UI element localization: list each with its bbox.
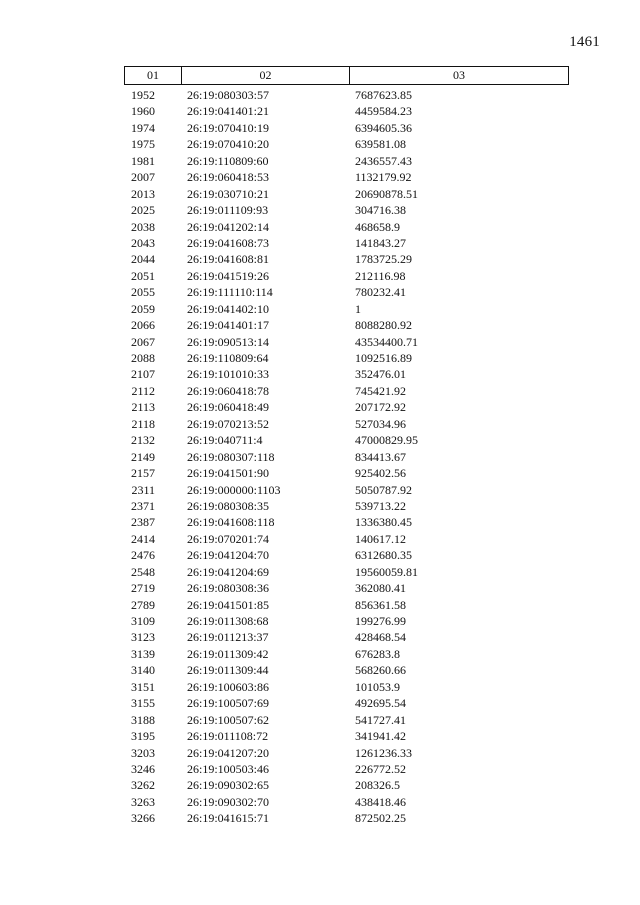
table-cell-02: 26:19:101010:33 bbox=[187, 367, 270, 382]
table-cell-01: 2476 bbox=[131, 548, 155, 563]
table-cell-01: 2157 bbox=[131, 466, 155, 481]
table-cell-01: 2149 bbox=[131, 449, 155, 464]
table-cell-03: 568260.66 bbox=[355, 663, 406, 678]
table-cell-01: 3266 bbox=[131, 811, 155, 826]
table-cell-02: 26:19:011108:72 bbox=[187, 729, 269, 744]
table-cell-03: 362080.41 bbox=[355, 581, 406, 596]
table-cell-01: 2311 bbox=[131, 482, 155, 497]
table-cell-02: 26:19:080308:35 bbox=[187, 498, 270, 513]
table-cell-03: 1092516.89 bbox=[355, 351, 412, 365]
table-row bbox=[124, 679, 569, 695]
table-header bbox=[124, 66, 569, 85]
table-cell-01: 2013 bbox=[131, 186, 155, 201]
table-cell-02: 26:19:080308:36 bbox=[187, 581, 270, 596]
table-cell-03: 541727.41 bbox=[355, 712, 406, 727]
table-cell-01: 1975 bbox=[131, 137, 155, 152]
table-cell-03: 6394605.36 bbox=[355, 120, 412, 135]
table-cell-01: 2088 bbox=[131, 351, 155, 365]
table-cell-02: 26:19:090302:70 bbox=[187, 794, 270, 809]
table-row bbox=[124, 235, 569, 251]
table-row bbox=[124, 564, 569, 580]
table-cell-01: 2789 bbox=[131, 597, 155, 612]
table-row bbox=[124, 613, 569, 629]
table-row bbox=[124, 103, 569, 119]
table-cell-01: 3262 bbox=[131, 778, 155, 793]
table-cell-03: 428468.54 bbox=[355, 630, 406, 645]
table-row bbox=[124, 498, 569, 514]
table-cell-01: 2025 bbox=[131, 203, 155, 218]
table-row bbox=[124, 284, 569, 300]
table-cell-02: 26:19:041204:70 bbox=[187, 548, 270, 563]
table-row bbox=[124, 629, 569, 645]
table-cell-01: 3195 bbox=[131, 729, 155, 744]
table-row bbox=[124, 482, 569, 498]
table-cell-03: 5050787.92 bbox=[355, 482, 412, 497]
table-cell-01: 1974 bbox=[131, 120, 155, 135]
table-cell-03: 468658.9 bbox=[355, 219, 400, 234]
table-cell-03: 304716.38 bbox=[355, 203, 406, 218]
table-row bbox=[124, 120, 569, 136]
table-cell-03: 4459584.23 bbox=[355, 104, 412, 119]
table-cell-02: 26:19:110809:64 bbox=[187, 351, 269, 365]
table-row bbox=[124, 761, 569, 777]
table-cell-03: 6312680.35 bbox=[355, 548, 412, 563]
table-cell-02: 26:19:041204:69 bbox=[187, 564, 270, 579]
table-cell-02: 26:19:070201:74 bbox=[187, 531, 270, 546]
table-cell-01: 2066 bbox=[131, 318, 155, 333]
table-row bbox=[124, 399, 569, 415]
table-row bbox=[124, 301, 569, 317]
table-cell-02: 26:19:111110:114 bbox=[187, 285, 273, 300]
table-row bbox=[124, 728, 569, 744]
table-cell-01: 3246 bbox=[131, 761, 155, 776]
table-cell-02: 26:19:041608:73 bbox=[187, 235, 270, 250]
table-row bbox=[124, 662, 569, 678]
table-cell-01: 2548 bbox=[131, 564, 155, 579]
table-cell-03: 925402.56 bbox=[355, 466, 406, 481]
table-cell-03: 212116.98 bbox=[355, 268, 406, 283]
table-cell-03: 341941.42 bbox=[355, 729, 406, 744]
table-cell-03: 1336380.45 bbox=[355, 515, 412, 530]
table-row bbox=[124, 514, 569, 530]
table-cell-01: 3140 bbox=[131, 663, 155, 678]
table-cell-02: 26:19:100603:86 bbox=[187, 679, 270, 694]
table-row bbox=[124, 810, 569, 826]
table-cell-01: 2043 bbox=[131, 235, 155, 250]
table-row bbox=[124, 580, 569, 596]
table-row bbox=[124, 202, 569, 218]
table-cell-03: 101053.9 bbox=[355, 679, 400, 694]
table-row bbox=[124, 794, 569, 810]
table-cell-01: 1981 bbox=[131, 153, 155, 168]
table-cell-01: 3139 bbox=[131, 646, 155, 661]
table-cell-02: 26:19:100507:62 bbox=[187, 712, 270, 727]
table-row bbox=[124, 432, 569, 448]
table-cell-02: 26:19:041402:10 bbox=[187, 301, 270, 316]
table-row bbox=[124, 597, 569, 613]
table-row bbox=[124, 153, 569, 169]
table-cell-02: 26:19:041501:90 bbox=[187, 466, 270, 481]
table-cell-03: 226772.52 bbox=[355, 761, 406, 776]
table-cell-03: 834413.67 bbox=[355, 449, 406, 464]
table-cell-02: 26:19:011213:37 bbox=[187, 630, 269, 645]
header-cell-03: 03 bbox=[453, 68, 465, 82]
table-cell-01: 3203 bbox=[131, 745, 155, 760]
table-cell-03: 8088280.92 bbox=[355, 318, 412, 333]
table-cell-03: 7687623.85 bbox=[355, 88, 412, 102]
table-cell-01: 3188 bbox=[131, 712, 155, 727]
table-row bbox=[124, 268, 569, 284]
table-cell-02: 26:19:030710:21 bbox=[187, 186, 270, 201]
table-cell-02: 26:19:011308:68 bbox=[187, 614, 269, 628]
table-cell-03: 19560059.81 bbox=[355, 564, 418, 579]
table-cell-01: 2107 bbox=[131, 367, 155, 382]
table-cell-03: 438418.46 bbox=[355, 794, 406, 809]
table-cell-01: 1952 bbox=[131, 88, 155, 102]
table-cell-01: 2044 bbox=[131, 252, 155, 267]
page-number: 1461 bbox=[569, 34, 600, 50]
table-row bbox=[124, 777, 569, 793]
table-row bbox=[124, 350, 569, 366]
table-cell-01: 2059 bbox=[131, 301, 155, 316]
table-cell-03: 527034.96 bbox=[355, 416, 406, 431]
table-cell-03: 872502.25 bbox=[355, 811, 406, 826]
table-cell-01: 3155 bbox=[131, 696, 155, 711]
table-cell-02: 26:19:080303:57 bbox=[187, 88, 270, 102]
table-row bbox=[124, 465, 569, 481]
table-row bbox=[124, 334, 569, 350]
table-cell-02: 26:19:011309:44 bbox=[187, 663, 269, 678]
table-cell-01: 2387 bbox=[131, 515, 155, 530]
table-row bbox=[124, 695, 569, 711]
table-cell-01: 2067 bbox=[131, 334, 155, 349]
table-cell-02: 26:19:090302:65 bbox=[187, 778, 270, 793]
header-cell-01: 01 bbox=[125, 67, 182, 84]
table-cell-01: 3263 bbox=[131, 794, 155, 809]
table-row bbox=[124, 646, 569, 662]
table-cell-01: 2113 bbox=[131, 400, 155, 415]
table-cell-02: 26:19:070213:52 bbox=[187, 416, 270, 431]
data-table bbox=[124, 66, 569, 827]
table-cell-02: 26:19:041501:85 bbox=[187, 597, 270, 612]
table-cell-01: 3151 bbox=[131, 679, 155, 694]
table-row bbox=[124, 712, 569, 728]
table-cell-02: 26:19:040711:4 bbox=[187, 433, 263, 448]
table-cell-01: 2055 bbox=[131, 285, 155, 300]
table-cell-02: 26:19:100503:46 bbox=[187, 761, 270, 776]
table-cell-02: 26:19:060418:78 bbox=[187, 383, 270, 398]
table-row bbox=[124, 251, 569, 267]
table-cell-01: 2132 bbox=[131, 433, 155, 448]
table-cell-02: 26:19:041401:21 bbox=[187, 104, 270, 119]
table-cell-02: 26:19:041207:20 bbox=[187, 745, 270, 760]
table-cell-02: 26:19:100507:69 bbox=[187, 696, 270, 711]
table-cell-03: 1261236.33 bbox=[355, 745, 412, 760]
table-row bbox=[124, 186, 569, 202]
table-cell-02: 26:19:041202:14 bbox=[187, 219, 270, 234]
table-cell-03: 745421.92 bbox=[355, 383, 406, 398]
table-row bbox=[124, 547, 569, 563]
table-cell-02: 26:19:110809:60 bbox=[187, 153, 269, 168]
table-cell-01: 2051 bbox=[131, 268, 155, 283]
table-cell-01: 2112 bbox=[131, 383, 155, 398]
table-cell-03: 1783725.29 bbox=[355, 252, 412, 267]
table-row bbox=[124, 531, 569, 547]
table-cell-03: 492695.54 bbox=[355, 696, 406, 711]
table-row bbox=[124, 169, 569, 185]
table-cell-02: 26:19:000000:1103 bbox=[187, 482, 281, 497]
table-cell-02: 26:19:060418:49 bbox=[187, 400, 270, 415]
header-cell-02: 02 bbox=[182, 67, 350, 84]
table-body bbox=[124, 87, 569, 827]
table-cell-02: 26:19:041401:17 bbox=[187, 318, 270, 333]
table-cell-01: 3109 bbox=[131, 614, 155, 628]
table-cell-02: 26:19:090513:14 bbox=[187, 334, 270, 349]
table-cell-03: 43534400.71 bbox=[355, 334, 418, 349]
table-cell-03: 856361.58 bbox=[355, 597, 406, 612]
table-cell-03: 140617.12 bbox=[355, 531, 406, 546]
table-cell-01: 1960 bbox=[131, 104, 155, 119]
table-cell-02: 26:19:060418:53 bbox=[187, 170, 270, 185]
table-row bbox=[124, 449, 569, 465]
table-cell-01: 2038 bbox=[131, 219, 155, 234]
table-cell-03: 1 bbox=[355, 301, 361, 316]
table-cell-03: 539713.22 bbox=[355, 498, 406, 513]
table-cell-03: 676283.8 bbox=[355, 646, 400, 661]
table-row bbox=[124, 317, 569, 333]
table-cell-03: 20690878.51 bbox=[355, 186, 418, 201]
table-cell-01: 2414 bbox=[131, 531, 155, 546]
table-cell-03: 1132179.92 bbox=[355, 170, 412, 185]
table-cell-03: 352476.01 bbox=[355, 367, 406, 382]
table-cell-02: 26:19:041615:71 bbox=[187, 811, 270, 826]
table-row bbox=[124, 136, 569, 152]
table-cell-03: 639581.08 bbox=[355, 137, 406, 152]
table-row bbox=[124, 87, 569, 103]
table-cell-01: 3123 bbox=[131, 630, 155, 645]
table-cell-02: 26:19:080307:118 bbox=[187, 449, 275, 464]
table-row bbox=[124, 219, 569, 235]
table-row bbox=[124, 745, 569, 761]
table-cell-01: 2371 bbox=[131, 498, 155, 513]
table-cell-01: 2007 bbox=[131, 170, 155, 185]
table-cell-03: 207172.92 bbox=[355, 400, 406, 415]
table-cell-02: 26:19:070410:19 bbox=[187, 120, 270, 135]
table-cell-01: 2719 bbox=[131, 581, 155, 596]
table-cell-03: 199276.99 bbox=[355, 614, 406, 628]
table-row bbox=[124, 366, 569, 382]
table-cell-02: 26:19:041608:118 bbox=[187, 515, 275, 530]
table-cell-02: 26:19:011109:93 bbox=[187, 203, 269, 218]
table-cell-01: 2118 bbox=[131, 416, 155, 431]
table-row bbox=[124, 383, 569, 399]
table-row bbox=[124, 416, 569, 432]
table-cell-02: 26:19:070410:20 bbox=[187, 137, 270, 152]
table-cell-03: 47000829.95 bbox=[355, 433, 418, 448]
table-cell-02: 26:19:041608:81 bbox=[187, 252, 270, 267]
table-cell-03: 141843.27 bbox=[355, 235, 406, 250]
table-cell-02: 26:19:041519:26 bbox=[187, 268, 270, 283]
table-cell-03: 780232.41 bbox=[355, 285, 406, 300]
table-cell-03: 208326.5 bbox=[355, 778, 400, 793]
table-cell-02: 26:19:011309:42 bbox=[187, 646, 269, 661]
table-cell-03: 2436557.43 bbox=[355, 153, 412, 168]
